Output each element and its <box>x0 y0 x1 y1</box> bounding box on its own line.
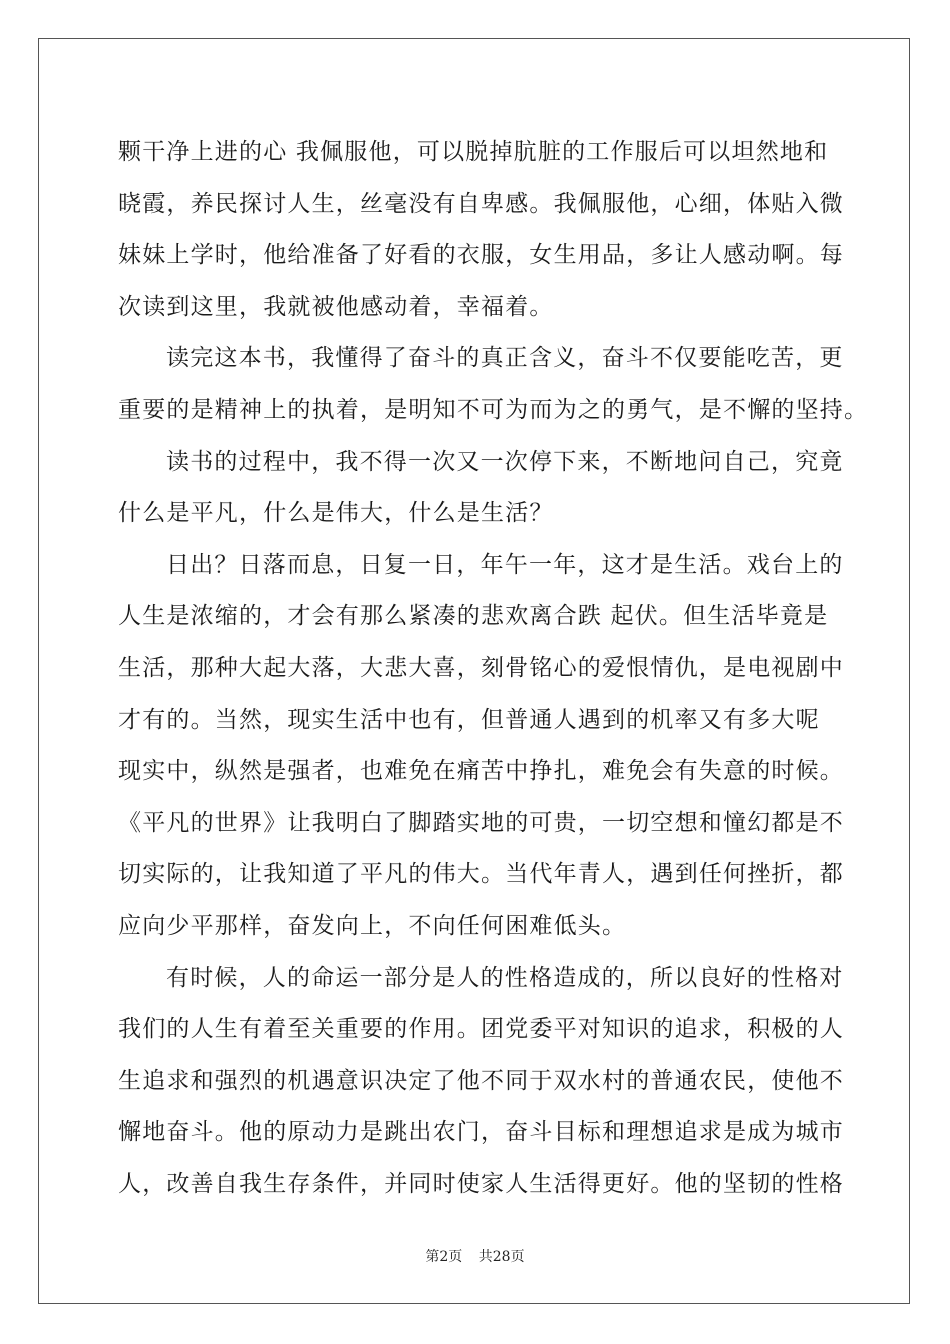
text-line: 懈地奋斗。他的原动力是跳出农门，奋斗目标和理想追求是成为城市 <box>118 1119 844 1146</box>
text-line: 才有的。当然，现实生活中也有，但普通人遇到的机率又有多大呢 <box>118 706 820 733</box>
text-line: 切实际的，让我知道了平凡的伟大。当代年青人，遇到任何挫折，都 <box>118 861 844 888</box>
text-line: 重要的是精神上的执着，是明知不可为而为之的勇气，是不懈的坚持。 <box>118 396 869 423</box>
text-line: 次读到这里，我就被他感动着，幸福着。 <box>118 293 554 320</box>
text-line: 我们的人生有着至关重要的作用。团党委平对知识的追求，积极的人 <box>118 1016 844 1043</box>
page-total: 共28页 <box>478 1249 525 1265</box>
paragraph-start-line: 有时候，人的命运一部分是人的性格造成的，所以良好的性格对 <box>166 964 844 991</box>
text-line: 妹妹上学时，他给准备了好看的衣服，女生用品，多让人感动啊。每 <box>118 242 844 269</box>
page-number: 第2页 <box>425 1249 463 1265</box>
text-line: 生活，那种大起大落，大悲大喜，刻骨铭心的爱恨情仇，是电视剧中 <box>118 654 844 681</box>
text-line: 应向少平那样，奋发向上，不向任何困难低头。 <box>118 912 627 939</box>
text-line: 生追求和强烈的机遇意识决定了他不同于双水村的普通农民，使他不 <box>118 1067 844 1094</box>
text-line: 什么是平凡，什么是伟大，什么是生活？ <box>118 500 554 527</box>
document-body <box>118 127 869 1210</box>
paragraph-start-line: 日出？日落而息，日复一日，年午一年，这才是生活。戏台上的 <box>166 551 844 578</box>
text-line: 人，改善自我生存条件，并同时使家人生活得更好。他的坚韧的性格 <box>118 1170 844 1197</box>
paragraph-start-line: 读书的过程中，我不得一次又一次停下来，不断地问自己，究竟 <box>166 448 844 475</box>
text-line: 颗干净上进的心 我佩服他，可以脱掉肮脏的工作服后可以坦然地和 <box>118 139 829 165</box>
paragraph-start-line: 读完这本书，我懂得了奋斗的真正含义，奋斗不仅要能吃苦，更 <box>166 345 844 372</box>
page-footer <box>0 1246 950 1266</box>
text-line: 现实中，纵然是强者，也难免在痛苦中挣扎，难免会有失意的时候。 <box>118 758 844 785</box>
text-line: 人生是浓缩的，才会有那么紧凑的悲欢离合跌 起伏。但生活毕竟是 <box>118 603 829 630</box>
text-line: 《平凡的世界》让我明白了脚踏实地的可贵，一切空想和憧幻都是不 <box>118 809 844 836</box>
text-line: 晓霞，养民探讨人生，丝毫没有自卑感。我佩服他，心细，体贴入微 <box>118 190 844 217</box>
